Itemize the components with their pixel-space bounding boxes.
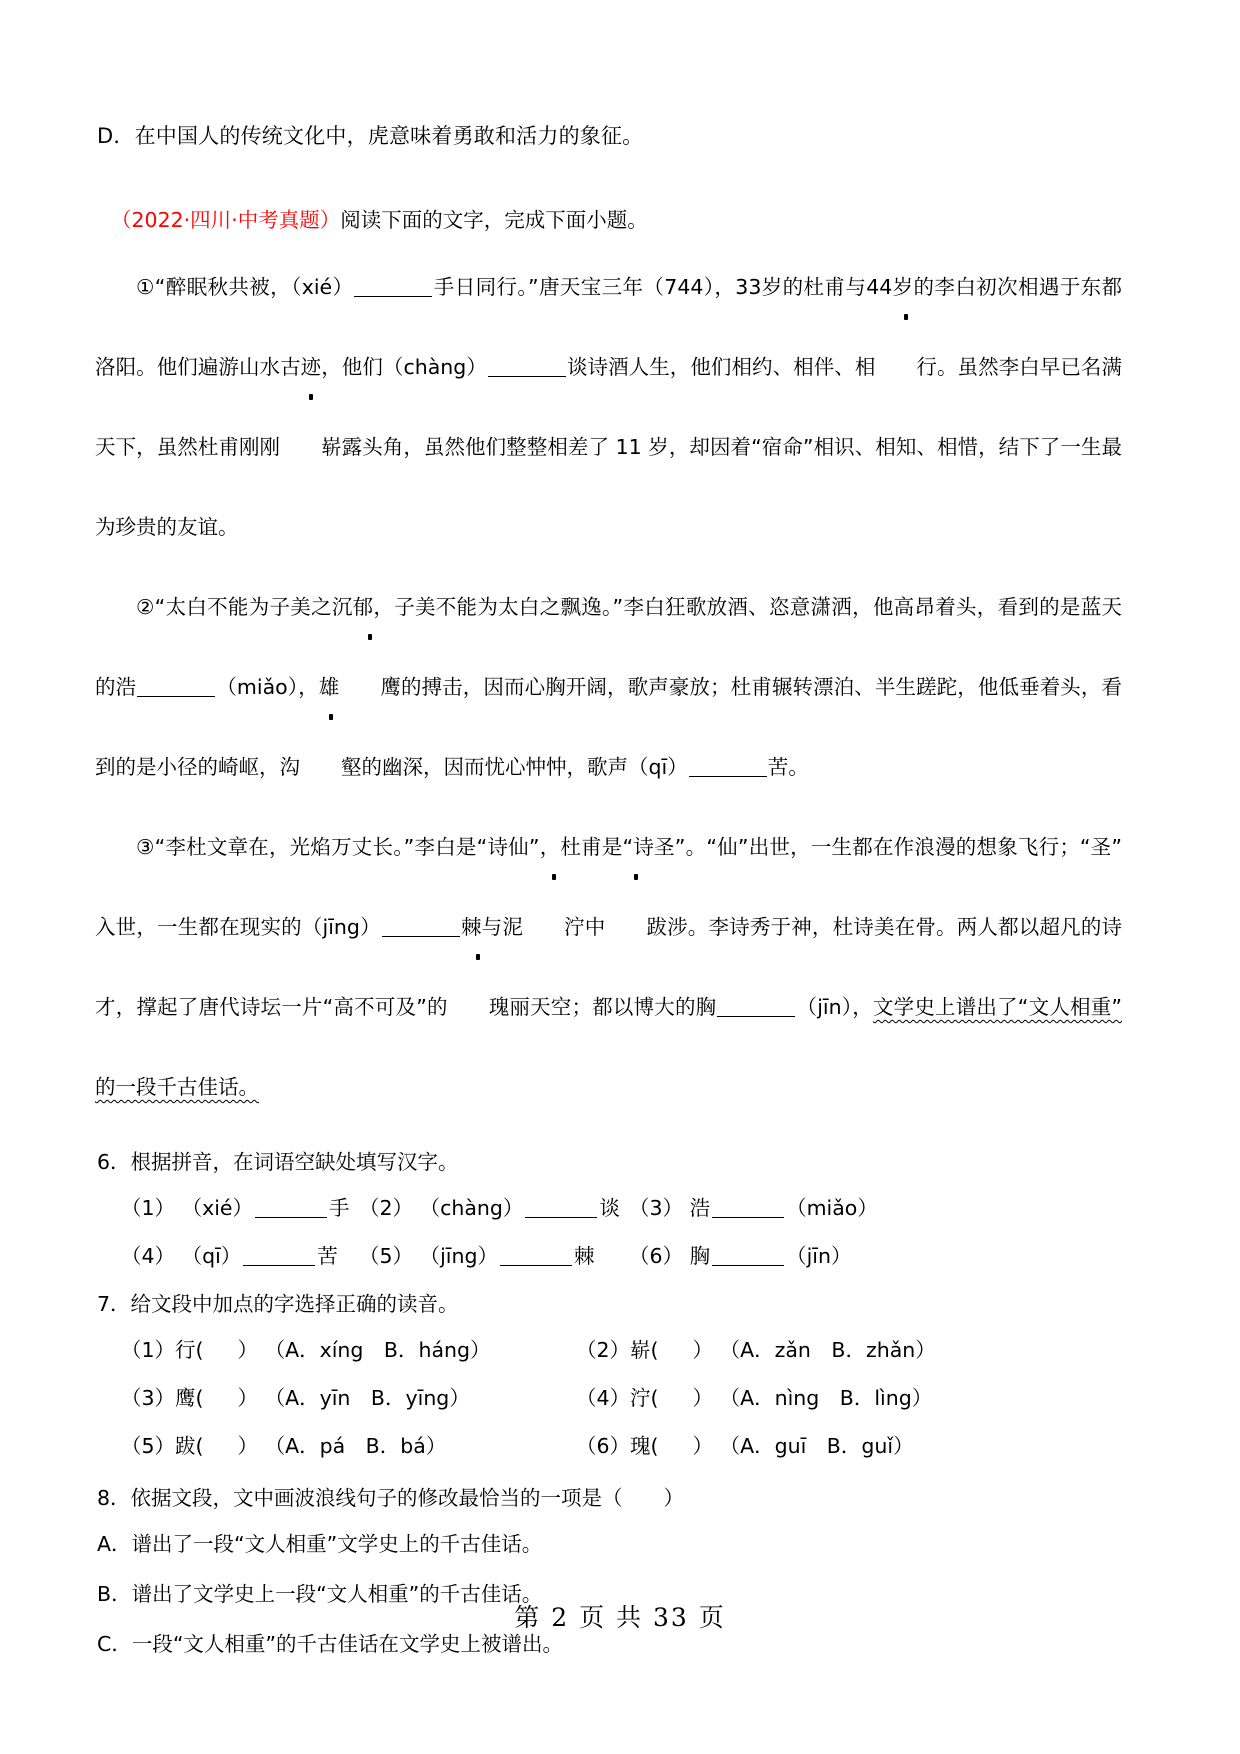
q7-item-3-num: （3）: [121, 1386, 176, 1410]
p1-seg2: 手日同行。”唐天宝三年（744），33岁的杜甫与44岁的李白初次相遇于东都洛阳。他们遍游山水古迹，他们（chàng）: [95, 275, 1123, 379]
emphasis-dot-char: 跋: [605, 887, 667, 967]
q7-item-1-char: 行(: [175, 1338, 204, 1362]
q6-item-3-before: 浩: [689, 1196, 711, 1220]
q6-item-1-num: （1）: [121, 1196, 176, 1220]
emphasis-dot-char: 鹰: [339, 647, 401, 727]
q7-item-2-char: 崭(: [630, 1338, 659, 1362]
q6-item-4-after: 苦: [317, 1244, 338, 1268]
page-footer: 第 2 页 共 33 页: [514, 1603, 726, 1632]
q7-item-4-num: （4）: [576, 1386, 631, 1410]
q7-item-2-num: （2）: [576, 1338, 631, 1362]
question-8-stem: 8．依据文段，文中画波浪线句子的修改最恰当的一项是（ ）: [97, 1486, 685, 1510]
q7-item-1-options[interactable]: （A．xíng B．háng）: [264, 1338, 491, 1362]
q6-item-3-num: （3）: [629, 1196, 684, 1220]
p1-seg4: 。虽然李白早已名满天下，虽然杜甫刚刚: [95, 355, 1122, 459]
p2-seg5: 苦。: [767, 755, 809, 779]
passage-paragraph-1: [95, 247, 1122, 567]
q7-item-6-num: （6）: [576, 1434, 631, 1458]
q6-item-5-num: （5）: [359, 1244, 414, 1268]
q6-item-4-num: （4）: [121, 1244, 176, 1268]
q6-item-1-before: （xié）: [181, 1196, 254, 1220]
p2-seg2: （miǎo），雄: [216, 675, 340, 699]
p1-seg1: ①“醉眠秋共被，（xié）: [136, 275, 354, 299]
emphasis-dot-char: 崭: [280, 407, 342, 487]
q6-item-5-before: （jīng）: [419, 1244, 498, 1268]
p3-seg6: （jīn），: [796, 995, 873, 1019]
q7-item-5-options[interactable]: （A．pá B．bá）: [264, 1434, 447, 1458]
q7-item-3: [121, 1381, 576, 1411]
p3-seg4: 涉。李诗秀于神，杜诗美在骨。两人都以超凡的诗才，撑起了唐代诗坛一片“高不可及”的: [95, 915, 1123, 1019]
answer-blank[interactable]: [243, 1265, 315, 1266]
q6-item-5: [359, 1239, 629, 1269]
question-8-choice-c[interactable]: C．一段“文人相重”的千古佳话在文学史上被谱出。: [97, 1632, 564, 1656]
emphasis-dot-char: 行: [875, 327, 937, 407]
answer-blank[interactable]: [712, 1217, 784, 1218]
q7-item-4-options[interactable]: （A．nìng B．lìng）: [719, 1386, 933, 1410]
q7-item-6: [576, 1429, 914, 1459]
q6-item-2-after: 谈: [599, 1196, 620, 1220]
q7-item-3-close: ）: [237, 1386, 259, 1410]
q7-item-5-num: （5）: [121, 1434, 176, 1458]
p3-seg3: 中: [584, 915, 606, 939]
q6-item-4-before: （qī）: [181, 1244, 242, 1268]
question-6-row-1: [121, 1191, 1122, 1221]
passage-paragraph-3: [95, 807, 1122, 1127]
q7-item-2-close: ）: [692, 1338, 714, 1362]
q6-item-6-before: 胸: [689, 1244, 711, 1268]
q6-item-2-before: （chàng）: [419, 1196, 524, 1220]
q7-item-2-options[interactable]: （A．zǎn B．zhǎn）: [719, 1338, 936, 1362]
emphasis-dot-char: 泞: [523, 887, 585, 967]
q6-item-1: [121, 1191, 359, 1221]
option-d-line: D．在中国人的传统文化中，虎意味着勇敢和活力的象征。: [97, 124, 644, 148]
wavy-underlined-sentence: 文学史上谱出了“文人相重”的一段千古佳话。: [95, 995, 1123, 1099]
answer-blank[interactable]: [500, 1265, 572, 1266]
question-7-row-2: [121, 1381, 1122, 1411]
p2-seg3: 的搏击，因而心胸开阔，歌声豪放；杜甫辗转漂泊、半生蹉跎，他低垂着头，看到的是小径的崎岖，沟: [95, 675, 1123, 779]
q7-item-6-close: ）: [692, 1434, 714, 1458]
q7-item-4: [576, 1381, 932, 1411]
question-8-choice-b[interactable]: B．谱出了文学史上一段“文人相重”的千古佳话。: [97, 1582, 543, 1606]
q6-item-3-after: （miǎo）: [786, 1196, 878, 1220]
q6-item-4: [121, 1239, 359, 1269]
q6-item-2-num: （2）: [359, 1196, 414, 1220]
q6-item-6: [629, 1239, 851, 1269]
p3-seg5: 丽天空；都以博大的胸: [509, 995, 717, 1019]
passage-paragraph-2: [95, 567, 1122, 807]
q7-item-4-close: ）: [692, 1386, 714, 1410]
q6-item-3: [629, 1191, 878, 1221]
answer-blank[interactable]: [712, 1265, 784, 1266]
answer-blank[interactable]: [255, 1217, 327, 1218]
q7-item-4-char: 泞(: [630, 1386, 659, 1410]
inline-blank: [488, 376, 566, 377]
q7-item-3-options[interactable]: （A．yīn B．yīng）: [264, 1386, 470, 1410]
q6-item-6-num: （6）: [629, 1244, 684, 1268]
inline-blank: [717, 1016, 795, 1017]
reading-passage: [95, 247, 1122, 1127]
question-6-row-2: [121, 1239, 1122, 1269]
question-6-stem: 6．根据拼音，在词语空缺处填写汉字。: [97, 1150, 459, 1174]
q7-item-5-close: ）: [237, 1434, 259, 1458]
q7-item-1-close: ）: [237, 1338, 259, 1362]
p2-seg4: 的幽深，因而忧心忡忡，歌声（qī）: [361, 755, 688, 779]
p1-seg3: 谈诗酒人生，他们相约、相伴、相: [566, 355, 876, 379]
inline-blank: [137, 696, 215, 697]
q7-item-1-num: （1）: [121, 1338, 176, 1362]
p3-seg2: 棘与泥: [460, 915, 524, 939]
question-8-choice-a[interactable]: A．谱出了一段“文人相重”文学史上的千古佳话。: [97, 1532, 543, 1556]
q6-item-1-after: 手: [329, 1196, 350, 1220]
inline-blank: [354, 296, 432, 297]
source-line: [111, 203, 1122, 233]
q7-item-3-char: 鹰(: [175, 1386, 204, 1410]
source-instruction: 阅读下面的文字，完成下面小题。: [340, 208, 648, 232]
question-7-stem: 7．给文段中加点的字选择正确的读音。: [97, 1292, 459, 1316]
q6-item-2: [359, 1191, 629, 1221]
p1-seg5: 露头角，虽然他们整整相差了 11 岁，却因着“宿命”相识、相知、相惜，结下了一生最为珍贵的友谊。: [95, 435, 1123, 539]
answer-blank[interactable]: [525, 1217, 597, 1218]
inline-blank: [689, 776, 767, 777]
question-7-row-1: [121, 1333, 1122, 1363]
q6-item-6-after: （jīn）: [786, 1244, 852, 1268]
q6-item-5-after: 棘: [573, 1244, 595, 1268]
q7-item-5: [121, 1429, 576, 1459]
p3-seg1: ③“李杜文章在，光焰万丈长。”李白是“诗仙”，杜甫是“诗圣”。“仙”出世，一生都在作浪漫的想象飞行；“圣”入世，一生都在现实的（jīng）: [95, 835, 1122, 939]
question-7-row-3: [121, 1429, 1122, 1459]
q7-item-2: [576, 1333, 936, 1363]
q7-item-6-char: 瑰(: [630, 1434, 659, 1458]
inline-blank: [382, 936, 460, 937]
p2-seg1: ②“太白不能为子美之沉郁，子美不能为太白之飘逸。”李白狂歌放酒、恣意潇洒，他高昂着头，看到的是蓝天的浩: [95, 595, 1122, 699]
q7-item-5-char: 跋(: [175, 1434, 204, 1458]
emphasis-dot-char: 瑰: [448, 967, 510, 1047]
q7-item-1: [121, 1333, 576, 1363]
source-tag: （2022·四川·中考真题）: [111, 208, 341, 232]
emphasis-dot-char: 壑: [300, 727, 362, 807]
q7-item-6-options[interactable]: （A．guī B．guǐ）: [719, 1434, 914, 1458]
